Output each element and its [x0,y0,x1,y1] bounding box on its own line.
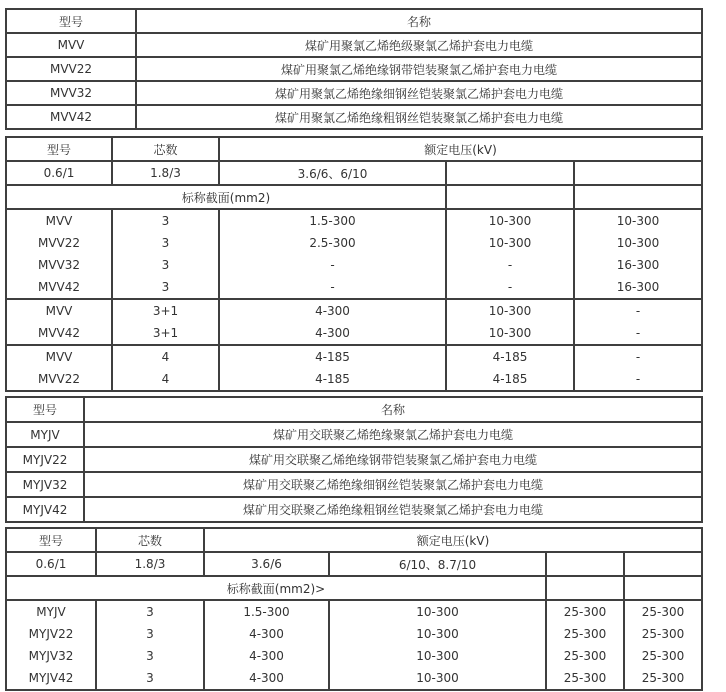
cell: 3+1 [112,299,219,322]
cell: MVV42 [6,322,112,345]
cell: MYJV [6,600,96,623]
cell: - [574,299,702,322]
cell: 4-185 [219,345,446,368]
cell: MVV [6,345,112,368]
header-cell: 型号 [6,528,96,552]
mvv-spec-table-body [6,137,702,391]
cell: - [446,276,574,299]
header-cell: 名称 [136,9,702,33]
cell [624,552,702,576]
table-row [6,576,702,600]
cell: 3 [112,254,219,276]
cell: 25-300 [624,623,702,645]
cell: 4-185 [446,345,574,368]
cell: 煤矿用聚氯乙烯绝缘细钢丝铠装聚氯乙烯护套电力电缆 [136,81,702,105]
cell: MYJV22 [6,447,84,472]
cell: 1.5-300 [219,209,446,232]
table-row [6,368,702,391]
cell: MVV42 [6,105,136,129]
cell: MVV32 [6,254,112,276]
table-row [6,161,702,185]
cell [574,161,702,185]
header-cell: 芯数 [112,137,219,161]
header-cell: 额定电压(kV) [219,137,702,161]
table-row [6,57,702,81]
cell: 4-300 [219,299,446,322]
cell: 10-300 [329,645,546,667]
table-row [6,447,702,472]
cell: MVV [6,209,112,232]
cell: 10-300 [446,209,574,232]
myjv-name-table [5,396,703,523]
mvv-name-table [5,8,703,130]
cell: MYJV32 [6,645,96,667]
table-row [6,322,702,345]
cell: MVV22 [6,232,112,254]
cell: MVV [6,33,136,57]
cell: 3 [96,623,204,645]
cell: 16-300 [574,276,702,299]
cell: 3 [112,232,219,254]
cell: 10-300 [446,232,574,254]
cell: 4-185 [446,368,574,391]
cell: 4-300 [204,623,329,645]
cell: 煤矿用交联聚乙烯绝缘细钢丝铠装聚氯乙烯护套电力电缆 [84,472,702,497]
cell: 4-300 [204,645,329,667]
cell: 煤矿用聚氯乙烯绝缘粗钢丝铠装聚氯乙烯护套电力电缆 [136,105,702,129]
cell: 25-300 [546,623,624,645]
cell: MVV22 [6,57,136,81]
header-row [6,397,702,422]
table-row [6,472,702,497]
cell: 6/10、8.7/10 [329,552,546,576]
cell: 10-300 [446,299,574,322]
mvv-spec-table [5,136,703,392]
cell: 3 [112,209,219,232]
table-row [6,552,702,576]
cell: 10-300 [446,322,574,345]
header-row [6,528,702,552]
cell: 1.8/3 [96,552,204,576]
cell [624,576,702,600]
cell: - [446,254,574,276]
mvv-name-table-body [6,9,702,129]
table-row [6,33,702,57]
cell: 煤矿用交联聚乙烯绝缘粗钢丝铠装聚氯乙烯护套电力电缆 [84,497,702,522]
cell: MYJV [6,422,84,447]
cell: MYJV22 [6,623,96,645]
cell: MYJV42 [6,667,96,690]
header-cell: 型号 [6,9,136,33]
cell [446,185,574,209]
table-row [6,422,702,447]
cell: 4-185 [219,368,446,391]
myjv-spec-table-body [6,528,702,690]
cell: 4-300 [219,322,446,345]
cell: MYJV32 [6,472,84,497]
cell: 10-300 [574,232,702,254]
header-cell: 型号 [6,137,112,161]
table-row [6,645,702,667]
cell: 标称截面(mm2)> [6,576,546,600]
cell [446,161,574,185]
cell: MVV42 [6,276,112,299]
cell: - [574,322,702,345]
cell [546,552,624,576]
cell: 3 [96,600,204,623]
table-row [6,600,702,623]
cell: 3.6/6、6/10 [219,161,446,185]
table-row [6,209,702,232]
cell: MVV22 [6,368,112,391]
cell: 0.6/1 [6,161,112,185]
cell: 3+1 [112,322,219,345]
table-row [6,81,702,105]
header-cell: 额定电压(kV) [204,528,702,552]
cell: 煤矿用交联聚乙烯绝缘钢带铠装聚氯乙烯护套电力电缆 [84,447,702,472]
header-row [6,137,702,161]
cell: 25-300 [546,645,624,667]
cell: 10-300 [574,209,702,232]
cell: 3 [96,667,204,690]
cell: 10-300 [329,667,546,690]
cell: 4 [112,368,219,391]
table-row [6,276,702,299]
cell: 3.6/6 [204,552,329,576]
table-row [6,623,702,645]
cell [546,576,624,600]
cell: MVV [6,299,112,322]
table-row [6,105,702,129]
cell: 2.5-300 [219,232,446,254]
table-row [6,232,702,254]
cell: - [574,368,702,391]
cell: 3 [96,645,204,667]
table-row [6,254,702,276]
myjv-name-table-body [6,397,702,522]
cell: 25-300 [624,645,702,667]
table-row [6,345,702,368]
cell: 1.8/3 [112,161,219,185]
cell: - [574,345,702,368]
cell: 3 [112,276,219,299]
cell: - [219,254,446,276]
cell: 标称截面(mm2) [6,185,446,209]
cell: 4 [112,345,219,368]
cell: 16-300 [574,254,702,276]
header-cell: 芯数 [96,528,204,552]
cell [574,185,702,209]
table-row [6,667,702,690]
cell: - [219,276,446,299]
cell: 25-300 [624,667,702,690]
cell: 25-300 [546,600,624,623]
cell: 25-300 [546,667,624,690]
header-cell: 名称 [84,397,702,422]
cell: 煤矿用交联聚乙烯绝缘聚氯乙烯护套电力电缆 [84,422,702,447]
table-row [6,185,702,209]
myjv-spec-table [5,527,703,691]
cell: 煤矿用聚氯乙烯绝级聚氯乙烯护套电力电缆 [136,33,702,57]
header-cell: 型号 [6,397,84,422]
cell: MVV32 [6,81,136,105]
cell: 10-300 [329,623,546,645]
cell: 煤矿用聚氯乙烯绝缘钢带铠装聚氯乙烯护套电力电缆 [136,57,702,81]
cell: 10-300 [329,600,546,623]
cell: 0.6/1 [6,552,96,576]
table-row [6,299,702,322]
cell: 1.5-300 [204,600,329,623]
cell: 25-300 [624,600,702,623]
header-row [6,9,702,33]
table-row [6,497,702,522]
cell: 4-300 [204,667,329,690]
cell: MYJV42 [6,497,84,522]
